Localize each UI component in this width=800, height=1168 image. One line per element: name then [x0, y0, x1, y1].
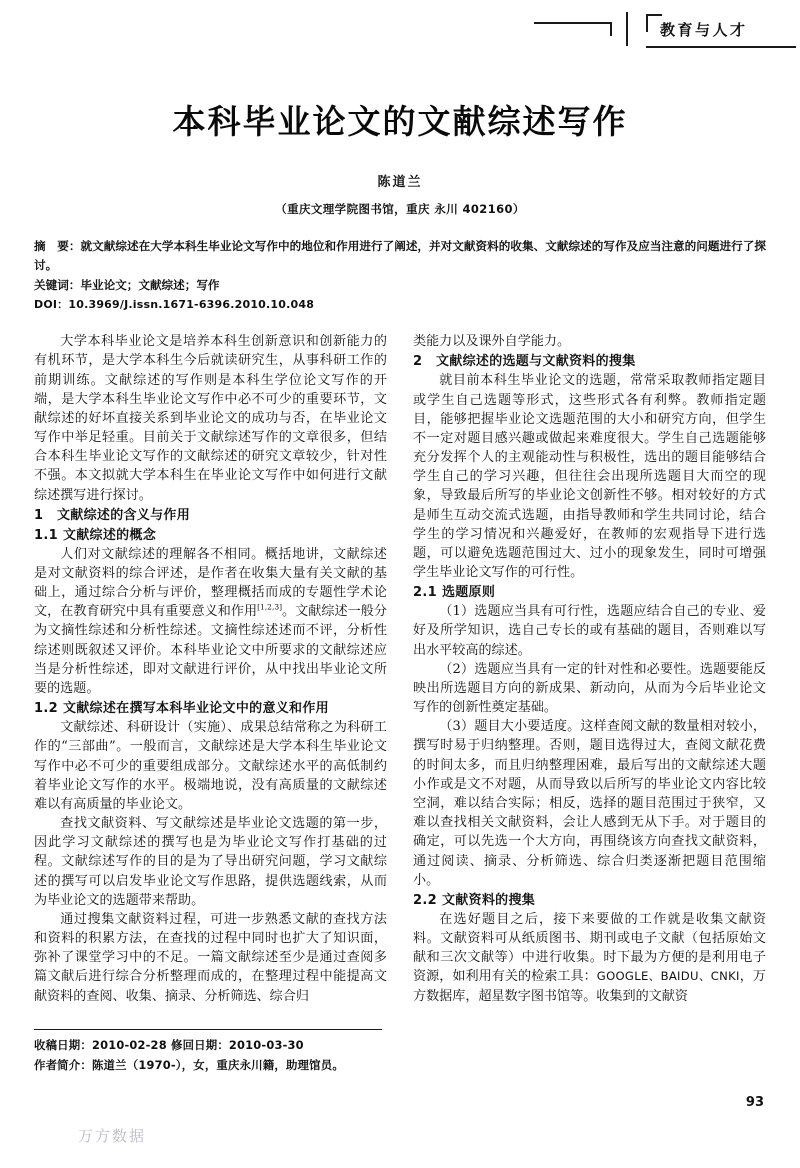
header-rule-tick: [610, 22, 612, 36]
right-column: [413, 332, 766, 1006]
paragraph-2-2-part-a1: 在选好题目之后，接下来要做的工作就是收集文献资料。文献资料可从纸质图书、期刊或电子文献（包括原始文献和三次文献等）中进行收集。时下最为方便的是利用电子资源，如利用有关的检索工具：: [413, 911, 766, 985]
heading-2-1-text: 选题原则: [441, 585, 496, 601]
wanfang-watermark: 万方数据: [78, 1127, 147, 1145]
footnote-author-bio: 作者简介：陈道兰（1970-），女，重庆永川籍，助理馆员。: [34, 1058, 344, 1073]
heading-2-topic-selection: [413, 352, 766, 371]
article-frontmatter: [34, 237, 766, 314]
paragraph-2-1-a: （1）选题应当具有可行性，选题应结合自己的专业、爱好及所学知识，选自己专长的或有基础的题目，否则难以写出水平较高的综述。: [413, 604, 766, 658]
header-underline: [646, 46, 796, 48]
paragraph-1-2-c: 通过搜集文献资料过程，可进一步熟悉文献的查找方法和资料的积累方法，在查找的过程中同时也扩大了知识面，弥补了课堂学习中的不足。一篇文献综述至少是通过查阅多篇文献后进行综合分析整理而成的，在整理过程中能提高文献资料的查阅、收集、摘录、分析筛选、综合归: [34, 911, 387, 1004]
citation-reference: [1,2,3]: [257, 602, 283, 612]
abstract-label: 摘 要：: [34, 239, 81, 253]
heading-1-literature-review: [34, 506, 387, 525]
paragraph-1-2-b: 查找文献资料、写文献综述是毕业论文选题的第一步，因此学习文献综述的撰写也是为毕业论文写作打基础的过程。文献综述写作的目的是为了导出研究问题，学习文献综述的撰写可以启发毕业论文写作思路，提供选题线索，从而为毕业论文的选题带来帮助。: [34, 816, 387, 908]
header-section-label: 教育与人才: [660, 21, 748, 39]
keywords-label: 关键词：: [34, 277, 81, 292]
footnote-divider: [34, 1029, 382, 1030]
corner-bracket-icon: [646, 14, 662, 32]
heading-1-1-concept: [34, 526, 387, 545]
header-vertical-bar: [626, 12, 628, 46]
page-number: 93: [745, 1095, 764, 1110]
heading-2-2-text: 文献资料的搜集: [441, 892, 536, 908]
paragraph-carryover: 类能力以及课外自学能力。: [413, 334, 571, 350]
heading-1-number: 1: [34, 507, 44, 523]
doi-value: 10.3969/J.issn.1671-6396.2010.10.048: [68, 298, 315, 312]
heading-1-2-significance: [34, 699, 387, 718]
heading-1-1-number: 1.1: [34, 527, 58, 543]
search-tool-names: GOOGLE、BAIDU、CNKI: [596, 969, 740, 984]
author-affiliation: （重庆文理学院图书馆，重庆 永川 402160）: [275, 202, 525, 216]
paragraph-intro: 大学本科毕业论文是培养本科生创新意识和创新能力的有机环节，是大学本科生今后就读研究生，从事科研工作的前期训练。文献综述的写作则是本科生学位论文写作的开端，是大学本科生毕业论文写作中必不可少的重要环节，文献综述的好坏直接关系到毕业论文的成功与否，在毕业论文写作中举足轻重。目前关于文献综述写作的文章很多，但结合本科生毕业论文写作的文献综述的研究文章较少，针对性不强。本文拟就大学本科生在毕业论文写作中如何进行文献综述撰写进行探讨。: [34, 334, 387, 503]
heading-1-2-number: 1.2: [34, 701, 58, 717]
keywords-row: [34, 276, 766, 295]
heading-1-1-text: 文献综述的概念: [62, 527, 157, 543]
heading-1-text: 文献综述的含义与作用: [57, 507, 191, 523]
abstract-text: 就文献综述在大学本科生毕业论文写作中的地位和作用进行了阐述，并对文献资料的收集、文献综述的写作及应当注意的问题进行了探讨。: [34, 239, 766, 272]
doi-label: DOI：: [34, 298, 69, 312]
paragraph-2-1-b: （2）选题应当具有一定的针对性和必要性。选题要能反映出所选题目方向的新成果、新动向，从而为今后毕业论文写作的创新性奠定基础。: [413, 661, 766, 716]
doi-row: [34, 296, 766, 314]
header-section-box: [646, 14, 754, 48]
footnote-dates: 收稿日期：2010-02-28 修回日期：2010-03-30: [34, 1038, 304, 1053]
heading-2-1-number: 2.1: [413, 585, 437, 601]
left-column: [34, 332, 387, 1006]
footnote-block: [34, 1029, 414, 1076]
page-header: [34, 0, 766, 62]
header-rule-line: [534, 22, 612, 24]
heading-1-2-text: 文献综述在撰写本科毕业论文中的意义和作用: [62, 701, 329, 717]
paragraph-1-1: [34, 545, 387, 698]
paragraph-2-2-a: [413, 910, 766, 1006]
heading-2-number: 2: [413, 354, 423, 370]
keywords-text: 毕业论文；文献综述；写作: [80, 277, 220, 292]
heading-2-text: 文献综述的选题与文献资料的搜集: [436, 354, 636, 370]
heading-2-2-collecting-materials: [413, 891, 766, 910]
abstract-row: [34, 237, 766, 275]
heading-2-1-principles: [413, 583, 766, 602]
paragraph-1-1-part-a: 人们对文献综述的理解各不相同。概括地讲，文献综述是对文献资料的综合评述，是作者在收集大量有关文献的基础上，通过综合分析与评价，整理概括而成的专题性学术论文，在教育研究中具有重要意义和作用: [34, 546, 387, 620]
body-columns: [34, 332, 766, 1006]
paragraph-2-2-part-a2: ，万方数据库，超星数字图书馆等。收集到的文献资: [413, 969, 766, 1004]
article-author: 陈道兰: [377, 175, 423, 190]
heading-2-2-number: 2.2: [413, 892, 437, 908]
paragraph-2-1-c: （3）题目大小要适度。这样查阅文献的数量相对较小，撰写时易于归纳整理。否则，题目选得过大，查阅文献花费的时间太多，而且归纳整理困难，最后写出的文献综述大题小作或是文不对题，从而导致以后所写的毕业论文内容比较空洞，难以结合实际；相反，选择的题目范围过于狭窄，又难以查找相关文献资料，会让人感到无从下手。对于题目的确定，可以先选一个大方向，再围绕该方向查找文献资料，通过阅读、摘录、分析筛选、综合归类逐渐把题目范围缩小。: [413, 719, 766, 888]
paragraph-1-2-a: 文献综述、科研设计（实施）、成果总结常称之为科研工作的“三部曲”。一般而言，文献综述是大学本科生毕业论文写作中必不可少的重要组成部分。文献综述水平的高低制约着毕业论文写作的水平。极端地说，没有高质量的文献综述难以有高质量的毕业论文。: [34, 720, 387, 812]
article-title: 本科毕业论文的文献综述写作: [172, 102, 628, 141]
paragraph-1-1-part-b: 。文献综述一般分为文摘性综述和分析性综述。文摘性综述述而不评，分析性综述则既叙述又评价。本科毕业论文中所要求的文献综述应当是分析性综述，即对文献进行评价，从中找出毕业论文所要的选题。: [34, 604, 388, 696]
paragraph-2-a: 就目前本科生毕业论文的选题，常常采取教师指定题目或学生自己选题等形式，这些形式各有利弊。教师指定题目，能够把握毕业论文选题范围的大小和研究方向，但学生不一定对题目感兴趣或做起来难度很大。学生自己选题能够充分发挥个人的主观能动性与积极性，选出的题目能够结合学生自己的学习兴趣，但往往会出现所选题目大而空的现象，导致最后所写的毕业论文创新性不够。相对较好的方式是师生互动交流式选题，由指导教师和学生共同讨论，结合学生的学习情况和兴趣爱好，在教师的宏观指导下进行选题，可以避免选题范围过大、过小的现象发生，同时可增强学生毕业论文写作的可行性。: [413, 373, 766, 581]
